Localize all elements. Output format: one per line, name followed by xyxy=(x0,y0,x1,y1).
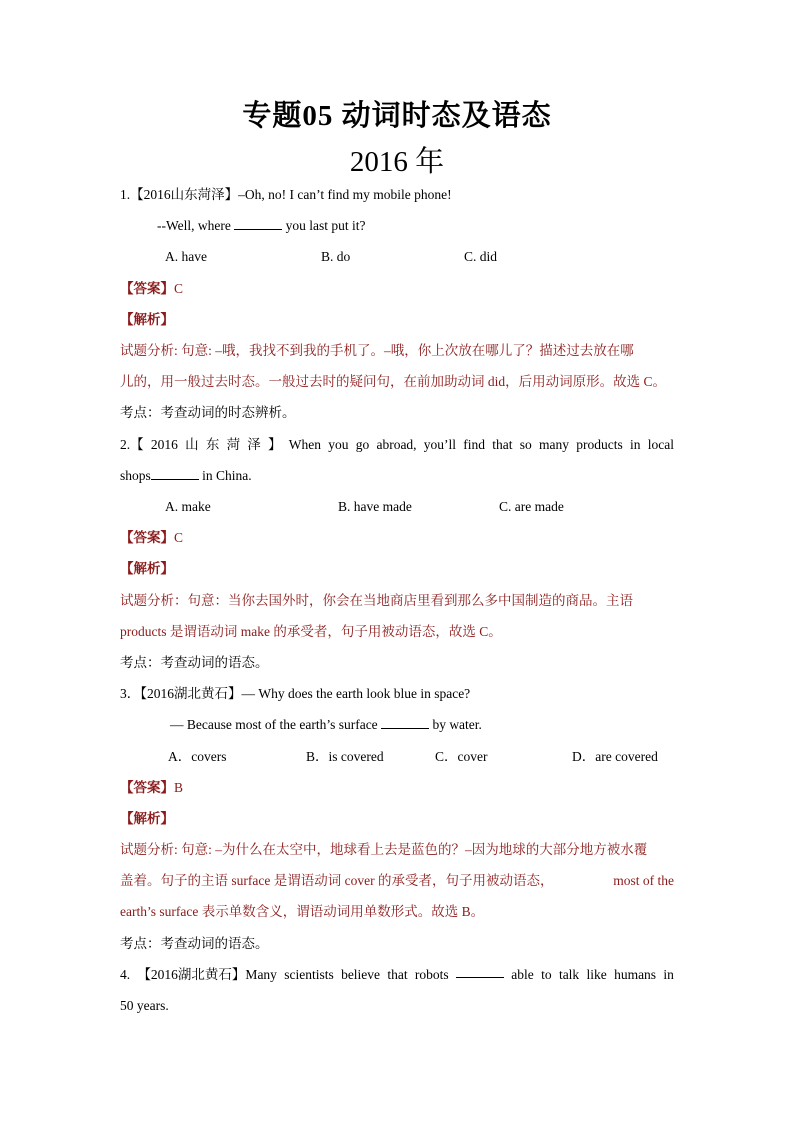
question-2-option-b: B. have made xyxy=(338,499,412,514)
stem-word: that xyxy=(492,437,513,452)
question-3-stem xyxy=(120,684,470,704)
question-3-analysis-line3: earth’s surface 表示单数含义，谓语动词用单数形式。故选 B。 xyxy=(120,904,485,919)
question-1-kaodian: 考点：考查动词的时态辨析。 xyxy=(120,405,296,420)
stem-word: 东 xyxy=(205,437,220,452)
stem-word: that xyxy=(387,967,408,982)
question-1-option-b: B. do xyxy=(321,249,351,264)
question-3-line2-a: — Because most of the earth’s surface xyxy=(170,717,378,732)
analysis-label: 【解析】 xyxy=(120,312,174,327)
answer-label: 【答案】 xyxy=(120,780,174,795)
question-3-option-b: B．is covered xyxy=(306,749,384,764)
stem-word: 【2016湖北黄石】Many xyxy=(137,967,277,982)
stem-word: to xyxy=(541,967,552,982)
question-3-kaodian: 考点：考查动词的语态。 xyxy=(120,936,269,951)
question-2-line2-b: in China. xyxy=(202,468,252,483)
question-3-option-a: A．covers xyxy=(168,749,227,764)
answer-blank xyxy=(456,965,504,978)
question-2-analysis-line1: 试题分析：句意：当你去国外时，你会在当地商店里看到那么多中国制造的商品。主语 xyxy=(120,593,633,608)
question-3-option-c: C．cover xyxy=(435,749,488,764)
stem-word: 山 xyxy=(185,437,199,452)
answer-value: C xyxy=(174,281,184,296)
question-1-answer xyxy=(120,279,183,299)
stem-word: able xyxy=(511,967,534,982)
stem-word: in xyxy=(629,437,641,452)
question-1-line2 xyxy=(157,216,366,236)
question-2-analysis-label xyxy=(120,559,174,579)
question-2-option-a: A. make xyxy=(165,499,211,514)
question-3-analysis-line2 xyxy=(120,871,674,891)
stem-word: in xyxy=(663,967,674,982)
stem-word: many xyxy=(539,437,569,452)
question-2-stem xyxy=(120,435,674,455)
question-2-line2-a: shops xyxy=(120,468,151,483)
question-3-analysis-label xyxy=(120,809,174,829)
question-3-option-d: D．are covered xyxy=(572,749,658,764)
analysis-label: 【解析】 xyxy=(120,811,174,826)
stem-word: so xyxy=(519,437,532,452)
stem-word: you’ll xyxy=(423,437,457,452)
stem-word: 2.【 xyxy=(120,437,144,452)
analysis-label: 【解析】 xyxy=(120,561,174,576)
stem-word: 】 xyxy=(268,437,282,452)
question-4-stem xyxy=(120,965,674,985)
stem-word: you xyxy=(328,437,349,452)
question-1-source: 1.【2016山东菏泽】 xyxy=(120,187,239,202)
question-1-stem xyxy=(120,185,452,205)
question-3-answer xyxy=(120,778,183,798)
question-1-option-a: A. have xyxy=(165,249,207,264)
stem-word: go xyxy=(355,437,370,452)
question-1-line2-a: --Well, where xyxy=(157,218,231,233)
question-1-line2-b: you last put it? xyxy=(285,218,366,233)
stem-word: humans xyxy=(614,967,657,982)
stem-word: find xyxy=(463,437,486,452)
stem-word: scientists xyxy=(284,967,334,982)
stem-word: abroad, xyxy=(376,437,417,452)
question-2-line2 xyxy=(120,466,252,486)
question-3-analysis-line2-a: 盖着。句子的主语 surface 是谓语动词 cover 的承受者，句子用被动语态， xyxy=(120,873,554,888)
question-3-analysis-line1: 试题分析: 句意: –为什么在太空中，地球看上去是蓝色的？–因为地球的大部分地方被水覆 xyxy=(120,842,648,857)
question-2-answer xyxy=(120,528,183,548)
stem-word: robots xyxy=(414,967,449,982)
question-2-analysis-line2: products 是谓语动词 make 的承受者，句子用被动语态，故选 C。 xyxy=(120,624,502,639)
stem-word: 4. xyxy=(120,967,131,982)
page-title: 专题05 动词时态及语态 xyxy=(242,100,552,132)
question-2-option-c: C. are made xyxy=(499,499,564,514)
answer-blank xyxy=(234,217,282,230)
stem-word: like xyxy=(586,967,607,982)
question-4-line2: 50 years. xyxy=(120,998,169,1013)
stem-word: 2016 xyxy=(150,437,178,452)
stem-word: 菏 xyxy=(226,437,241,452)
question-1-analysis-line1: 试题分析: 句意: –哦，我找不到我的手机了。–哦，你上次放在哪儿了？描述过去放在哪 xyxy=(120,343,634,358)
question-3-line2-b: by water. xyxy=(432,717,482,732)
question-3-text: — Why does the earth look blue in space? xyxy=(241,686,471,701)
question-1-text: –Oh, no! I can’t find my mobile phone! xyxy=(238,187,452,202)
answer-blank xyxy=(381,716,429,729)
answer-value: B xyxy=(174,780,184,795)
question-1-analysis-label xyxy=(120,310,174,330)
question-3-analysis-line2-b: most of the xyxy=(613,873,674,888)
stem-word: products xyxy=(576,437,623,452)
question-1-option-c: C. did xyxy=(464,249,498,264)
page-subtitle-year: 2016 年 xyxy=(349,146,445,178)
answer-label: 【答案】 xyxy=(120,281,174,296)
stem-word: local xyxy=(647,437,674,452)
question-2-kaodian: 考点：考查动词的语态。 xyxy=(120,655,269,670)
question-1-analysis-line2: 儿的，用一般过去时态。一般过去时的疑问句，在前加助动词 did，后用动词原形。故选 C。 xyxy=(120,374,667,389)
stem-word: When xyxy=(288,437,321,452)
question-3-line2 xyxy=(170,715,482,735)
stem-word: believe xyxy=(341,967,381,982)
answer-value: C xyxy=(174,530,184,545)
answer-label: 【答案】 xyxy=(120,530,174,545)
stem-word: 泽 xyxy=(247,437,261,452)
stem-word: talk xyxy=(558,967,580,982)
answer-blank xyxy=(151,467,199,480)
question-3-source: 3．【2016湖北黄石】 xyxy=(120,686,242,701)
